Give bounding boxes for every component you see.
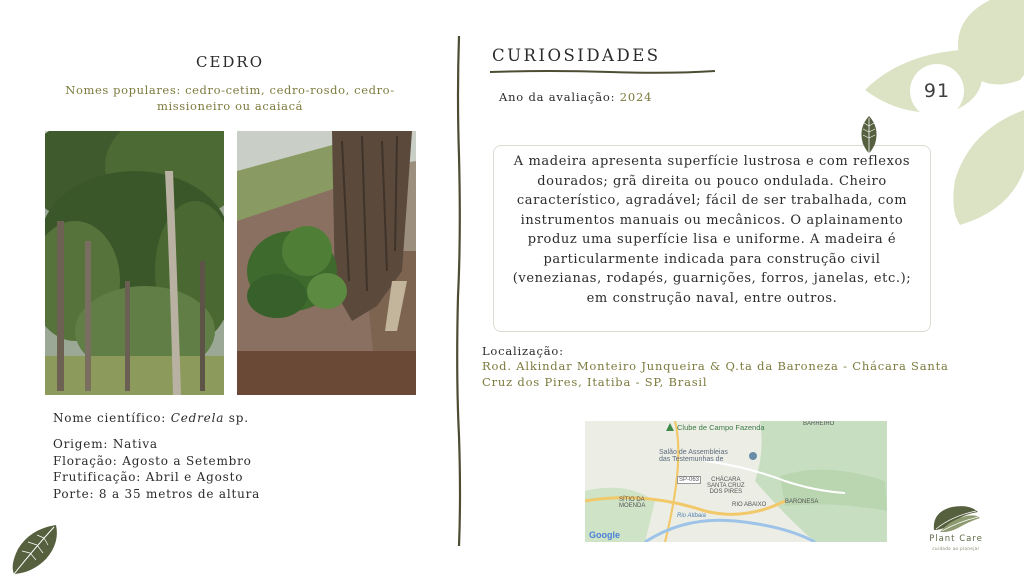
map-label-barreiro: BARREIRO [803, 421, 835, 427]
small-leaf-icon [858, 114, 880, 154]
location-address: Rod. Alkindar Monteiro Junqueira & Q.ta da Baroneza - Chácara Santa Cruz dos Pires, Itatiba - SP, Brasil [482, 359, 949, 389]
location-map[interactable] [585, 421, 887, 542]
map-label-road: SP-063 [679, 477, 700, 483]
map-label-club: Clube de Campo Fazenda [677, 423, 765, 432]
large-leaf-icon [10, 523, 60, 576]
year-value: 2024 [619, 90, 653, 104]
vertical-divider [453, 36, 465, 546]
evaluation-year [499, 90, 652, 104]
curiosities-title: CURIOSIDADES [492, 46, 661, 65]
location-label: Localização: [482, 344, 564, 358]
scientific-suffix: sp. [224, 411, 249, 425]
map-label-chacara: CHÁCARA SANTA CRUZ DOS PIRES [707, 477, 745, 495]
map-label-sitio: SÍTIO DA MOENDA [619, 497, 646, 509]
popular-names: Nomes populares: cedro-cetim, cedro-rosdo, cedro-missioneiro ou acaiacá [65, 83, 395, 113]
flowering-text: Floração: Agosto a Setembro [53, 453, 252, 468]
trunk-photo [237, 131, 416, 395]
year-label: Ano da avaliação: [499, 90, 616, 104]
google-logo: Google [589, 530, 620, 540]
facts-block [53, 436, 260, 502]
map-label-rio-abaixo: RIO ABAIXO [732, 502, 767, 508]
map-label-baronesa: BARONESA [785, 499, 819, 505]
scientific-genus: Cedrela [170, 411, 225, 425]
plant-care-logo [928, 502, 983, 536]
curiosities-text-box: A madeira apresenta superfície lustrosa e com reflexos dourados; grã direita ou pouco ondulada. Cheiro característico, agradável; fácil de ser trabalhada, com instrumentos manuais ou mecânicos. O aplainamento produz uma superfície lisa e uniforme. A madeira é particularmente indicada para construção civil (venezianas, rodapés, guarnições, forros, janelas, etc.); em construção naval, entre outros. [493, 145, 931, 332]
map-label-salao: Salão de Assembleias das Testemunhas de [659, 449, 728, 463]
fruiting-text: Frutificação: Abril e Agosto [53, 470, 244, 484]
title-underline [490, 69, 715, 75]
species-title: CEDRO [195, 53, 265, 71]
origin-text: Origem: Nativa [53, 437, 158, 451]
map-label-river: Rio Atibaia [677, 513, 706, 519]
page-number: 91 [910, 64, 964, 118]
scientific-label: Nome científico: [53, 411, 171, 425]
size-text: Porte: 8 a 35 metros de altura [53, 486, 261, 501]
brand-tagline: cuidado ao planejar [932, 546, 980, 551]
scientific-name [53, 411, 249, 425]
tree-photo [45, 131, 224, 395]
brand-name: Plant Care [929, 534, 983, 544]
